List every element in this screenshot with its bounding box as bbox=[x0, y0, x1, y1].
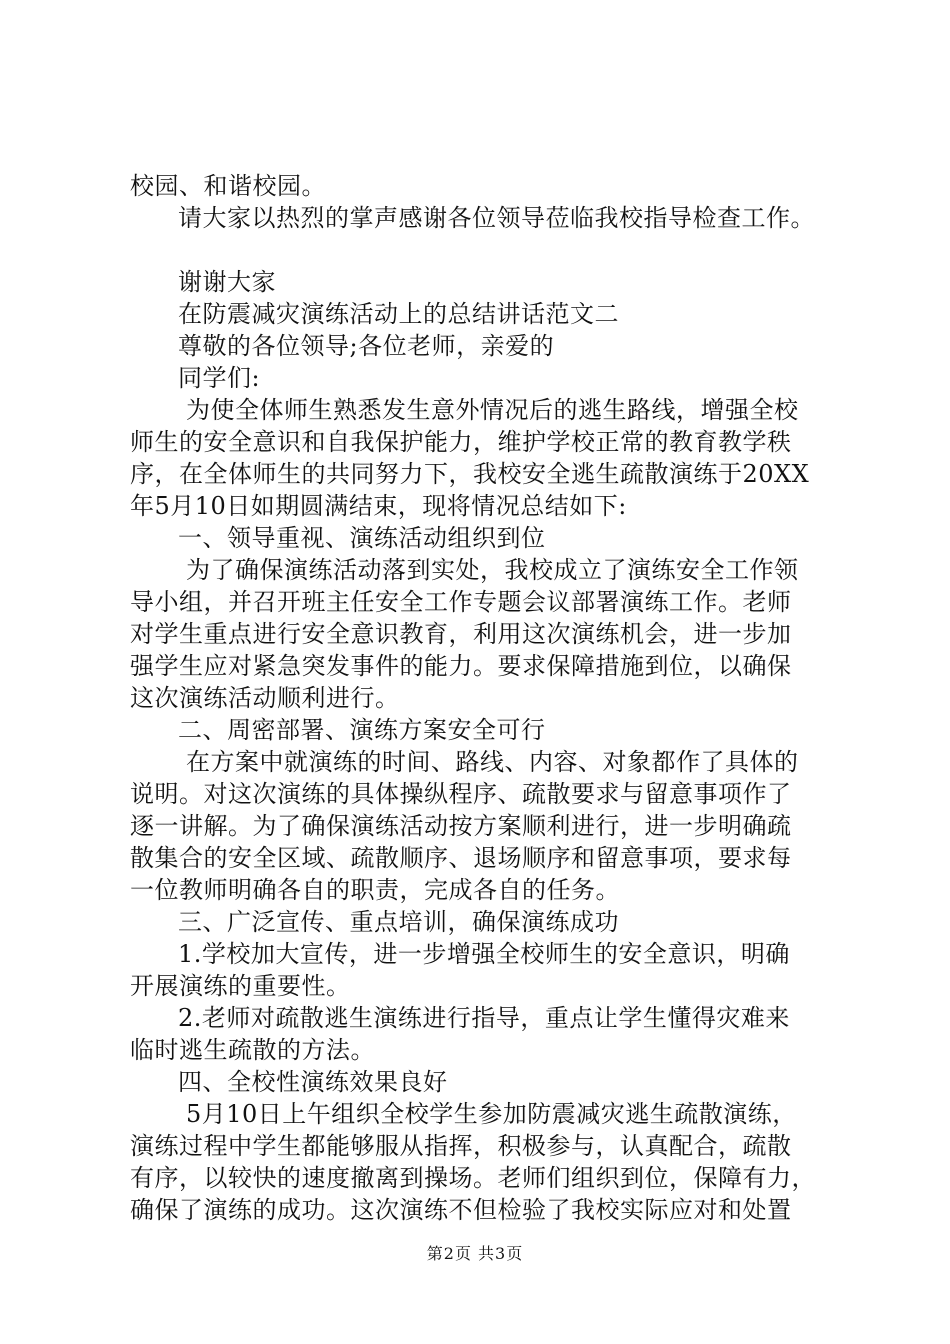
paragraph-line: 导小组，并召开班主任安全工作专题会议部署演练工作。老师 bbox=[130, 588, 792, 616]
section-heading: 三、广泛宣传、重点培训，确保演练成功 bbox=[178, 908, 619, 936]
salutation: 尊敬的各位领导;各位老师，亲爱的 bbox=[178, 332, 555, 360]
section-title: 在防震减灾演练活动上的总结讲话范文二 bbox=[178, 300, 619, 328]
list-item: 2.老师对疏散逃生演练进行指导，重点让学生懂得灾难来 bbox=[178, 1004, 790, 1032]
paragraph-line: 演练过程中学生都能够服从指挥，积极参与，认真配合，疏散 bbox=[130, 1132, 792, 1160]
paragraph-line: 逐一讲解。为了确保演练活动按方案顺利进行，进一步明确疏 bbox=[130, 812, 792, 840]
paragraph-line: 序，在全体师生的共同努力下，我校安全逃生疏散演练于20XX bbox=[130, 460, 810, 488]
paragraph-line: 5月10日上午组织全校学生参加防震减灾逃生疏散演练， bbox=[186, 1100, 797, 1128]
paragraph-line: 强学生应对紧急突发事件的能力。要求保障措施到位，以确保 bbox=[130, 652, 792, 680]
paragraph-line: 在方案中就演练的时间、路线、内容、对象都作了具体的 bbox=[186, 748, 799, 776]
paragraph-line: 开展演练的重要性。 bbox=[130, 972, 351, 1000]
paragraph-line: 为了确保演练活动落到实处，我校成立了演练安全工作领 bbox=[186, 556, 799, 584]
section-heading: 一、领导重视、演练活动组织到位 bbox=[178, 524, 546, 552]
blank-line bbox=[130, 234, 830, 266]
section-heading: 四、全校性演练效果良好 bbox=[178, 1068, 448, 1096]
salutation: 同学们: bbox=[178, 364, 261, 392]
paragraph-line: 请大家以热烈的掌声感谢各位领导莅临我校指导检查工作。 bbox=[178, 204, 815, 232]
paragraph-line: 一位教师明确各自的职责，完成各自的任务。 bbox=[130, 876, 620, 904]
list-item: 1.学校加大宣传，进一步增强全校师生的安全意识，明确 bbox=[178, 940, 790, 968]
section-heading: 二、周密部署、演练方案安全可行 bbox=[178, 716, 546, 744]
paragraph-line: 散集合的安全区域、疏散顺序、退场顺序和留意事项，要求每 bbox=[130, 844, 792, 872]
paragraph-line: 说明。对这次演练的具体操纵程序、疏散要求与留意事项作了 bbox=[130, 780, 792, 808]
paragraph-line: 谢谢大家 bbox=[178, 268, 276, 296]
page-number-footer: 第2页 共3页 bbox=[426, 1244, 524, 1263]
paragraph-line: 为使全体师生熟悉发生意外情况后的逃生路线，增强全校 bbox=[186, 396, 799, 424]
paragraph-line: 年5月10日如期圆满结束，现将情况总结如下: bbox=[130, 492, 627, 520]
paragraph-line: 对学生重点进行安全意识教育，利用这次演练机会，进一步加 bbox=[130, 620, 792, 648]
paragraph-line: 临时逃生疏散的方法。 bbox=[130, 1036, 375, 1064]
paragraph-line: 师生的安全意识和自我保护能力，维护学校正常的教育教学秩 bbox=[130, 428, 792, 456]
paragraph-line: 确保了演练的成功。这次演练不但检验了我校实际应对和处置 bbox=[130, 1196, 792, 1224]
paragraph-line: 校园、和谐校园。 bbox=[130, 172, 326, 200]
paragraph-line: 有序，以较快的速度撤离到操场。老师们组织到位，保障有力， bbox=[130, 1164, 816, 1192]
document-body bbox=[130, 170, 830, 1226]
paragraph-line: 这次演练活动顺利进行。 bbox=[130, 684, 400, 712]
